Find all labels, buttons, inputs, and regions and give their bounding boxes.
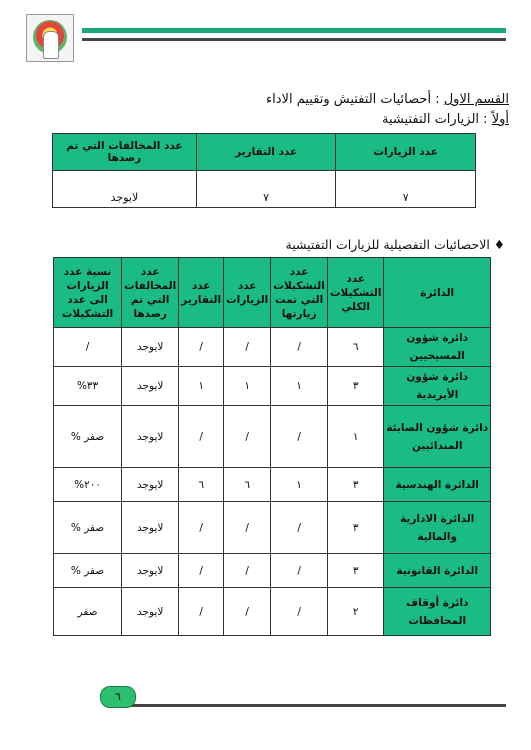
- cell-ratio: /: [54, 328, 122, 367]
- cell-dept: دائرة شؤون الصابئة المندائيين: [384, 406, 491, 468]
- cell-dept: دائرة أوقاف المحافظات: [384, 588, 491, 636]
- cell-reports: /: [179, 588, 224, 636]
- col-header-ratio: نسبة عدد الزيارات الى عدد التشكيلات: [54, 258, 122, 328]
- table-row: [54, 367, 491, 406]
- cell-total: ٣: [327, 554, 383, 588]
- cell-total: ١: [327, 406, 383, 468]
- cell-reports: /: [179, 406, 224, 468]
- table-header-row: [53, 134, 476, 171]
- table-row: [54, 328, 491, 367]
- cell-violations: لايوجد: [122, 502, 179, 554]
- cell-total: ٣: [327, 468, 383, 502]
- cell-total: ٣: [327, 502, 383, 554]
- cell-reports: ٦: [179, 468, 224, 502]
- cell-ratio: صفر %: [54, 406, 122, 468]
- cell-visited: /: [271, 328, 328, 367]
- col-header-visits: عدد الزيارات: [224, 258, 271, 328]
- page-number: ٦: [100, 686, 136, 708]
- diamond-bullet-icon: ♦: [493, 237, 505, 252]
- cell-visits: ١: [224, 367, 271, 406]
- cell-reports: /: [179, 554, 224, 588]
- cell-violations: لايوجد: [122, 328, 179, 367]
- cell-reports: ٧: [196, 171, 336, 208]
- table-row: [54, 554, 491, 588]
- cell-dept: الدائرة الهندسية: [384, 468, 491, 502]
- cell-visits: /: [224, 328, 271, 367]
- table-row: [54, 588, 491, 636]
- table-row: [53, 171, 476, 208]
- cell-visited: /: [271, 502, 328, 554]
- sub-title: [382, 112, 509, 127]
- section-title-text: أحصائيات التفتيش وتقييم الاداء: [266, 92, 432, 107]
- table-row: [54, 502, 491, 554]
- cell-reports: ١: [179, 367, 224, 406]
- cell-ratio: صفر: [54, 588, 122, 636]
- cell-total: ٢: [327, 588, 383, 636]
- cell-visits: ٦: [224, 468, 271, 502]
- ministry-logo-icon: [26, 14, 74, 62]
- logo-figure: [43, 31, 59, 59]
- cell-reports: /: [179, 328, 224, 367]
- cell-dept: الدائرة الادارية والمالية: [384, 502, 491, 554]
- section-title-sep: :: [431, 92, 444, 107]
- detail-title-text: الاحصائيات التفصيلية للزيارات التفتيشية: [285, 237, 490, 252]
- sub-title-text: الزيارات التفتيشية: [382, 112, 480, 127]
- cell-ratio: ٢٠٠%: [54, 468, 122, 502]
- cell-visited: /: [271, 406, 328, 468]
- cell-total: ٣: [327, 367, 383, 406]
- cell-total: ٦: [327, 328, 383, 367]
- col-header-total: عدد التشكيلات الكلي: [327, 258, 383, 328]
- footer-rule: [120, 704, 506, 707]
- cell-violations: لايوجد: [122, 367, 179, 406]
- col-header-reports: عدد التقارير: [179, 258, 224, 328]
- sub-title-label: أولاً: [491, 112, 509, 127]
- cell-visits: /: [224, 588, 271, 636]
- table-header-row: [54, 258, 491, 328]
- col-header-violations: عدد المخالفات التي تم رصدها: [53, 134, 197, 171]
- col-header-violations: عدد المخالفات التي تم رصدها: [122, 258, 179, 328]
- cell-violations: لايوجد: [122, 468, 179, 502]
- cell-violations: لايوجد: [122, 406, 179, 468]
- table-row: [54, 468, 491, 502]
- table-row: [54, 406, 491, 468]
- cell-dept: دائرة شؤون الأيزيدية: [384, 367, 491, 406]
- cell-ratio: صفر %: [54, 502, 122, 554]
- cell-visited: ١: [271, 367, 328, 406]
- detail-title: [286, 237, 505, 252]
- section-title-label: القسم الاول: [443, 92, 509, 107]
- detailed-stats-table: [53, 257, 491, 636]
- header-rule-dark: [82, 38, 506, 41]
- cell-violations: لايوجد: [53, 171, 197, 208]
- cell-dept: دائرة شؤون المسيحيين: [384, 328, 491, 367]
- sub-title-sep: :: [479, 112, 492, 127]
- header-rule-green: [82, 28, 506, 33]
- cell-visited: ١: [271, 468, 328, 502]
- cell-dept: الدائرة القانونية: [384, 554, 491, 588]
- cell-violations: لايوجد: [122, 554, 179, 588]
- cell-visits: /: [224, 406, 271, 468]
- col-header-visited: عدد التشكيلات التي تمت زيارتها: [271, 258, 328, 328]
- visits-summary-table: [52, 133, 476, 208]
- section-title: [266, 92, 509, 107]
- cell-visited: /: [271, 554, 328, 588]
- cell-violations: لايوجد: [122, 588, 179, 636]
- cell-visits: /: [224, 554, 271, 588]
- cell-visits: ٧: [336, 171, 476, 208]
- cell-ratio: صفر %: [54, 554, 122, 588]
- col-header-dept: الدائرة: [384, 258, 491, 328]
- cell-ratio: ٣٣%: [54, 367, 122, 406]
- col-header-reports: عدد التقارير: [196, 134, 336, 171]
- cell-reports: /: [179, 502, 224, 554]
- cell-visited: /: [271, 588, 328, 636]
- cell-visits: /: [224, 502, 271, 554]
- col-header-visits: عدد الزيارات: [336, 134, 476, 171]
